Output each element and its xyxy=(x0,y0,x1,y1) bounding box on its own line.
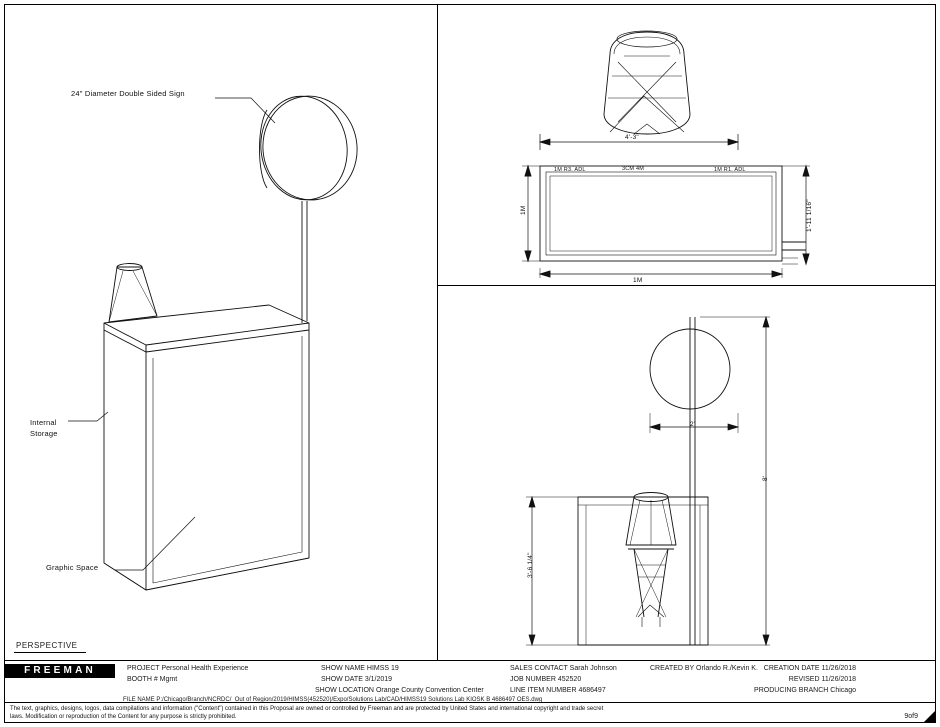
titleblock-project-column xyxy=(127,663,248,685)
job-number-label: JOB NUMBER xyxy=(510,676,556,683)
elevation-sign-width-dimension: 2' xyxy=(690,421,696,428)
plan-top-width-dimension: 4'-3" xyxy=(625,134,639,141)
plan-view-drawing xyxy=(438,6,935,284)
revised-value: 11/26/2018 xyxy=(821,676,856,683)
producing-branch-label: PRODUCING BRANCH xyxy=(754,687,829,694)
line-item-value: 4686497 xyxy=(578,687,606,694)
titleblock xyxy=(5,661,935,702)
view-title: PERSPECTIVE xyxy=(16,641,78,650)
project-label: PROJECT xyxy=(127,665,160,672)
plan-note-right: 1M R1. ADL xyxy=(714,167,746,173)
show-name-label: SHOW NAME xyxy=(321,665,365,672)
freeman-logo: FREEMAN xyxy=(5,664,115,678)
elevation-drawing xyxy=(438,287,935,659)
graphic-space-label: Graphic Space xyxy=(46,563,99,572)
show-name-value: HIMSS 19 xyxy=(366,665,399,672)
created-by-label: CREATED BY xyxy=(650,665,695,672)
legal-line-2: laws. Modification or reproduction of the Content for any purpose is strictly prohibited. xyxy=(10,714,237,721)
job-number-value: 452520 xyxy=(557,676,582,683)
created-by-value: Orlando R./Kevin K. xyxy=(696,665,758,672)
line-item-label: LINE ITEM NUMBER xyxy=(510,687,577,694)
file-name-label: FILE NAME xyxy=(123,697,155,703)
booth-value: # Mgmt xyxy=(153,676,178,683)
revised-label: REVISED xyxy=(788,676,820,683)
legal-line-1: The text, graphics, designs, logos, data compilations and information ("Content") contained in this Proposal are owned or controlled by Freeman and are protected by United States and international copyright and trade secret xyxy=(10,706,604,712)
titleblock-created-column xyxy=(650,663,856,696)
right-horizontal-divider xyxy=(437,285,935,286)
show-date-value: 3/1/2019 xyxy=(364,676,393,683)
sales-contact-label: SALES CONTACT xyxy=(510,665,568,672)
show-location-value: Orange County Convention Center xyxy=(375,687,484,694)
plan-depth-dimension: 1M xyxy=(520,205,527,215)
view-title-underline xyxy=(14,652,86,653)
booth-label: BOOTH xyxy=(127,676,152,683)
creation-date-value: 11/26/2018 xyxy=(821,665,856,672)
producing-branch-value: Chicago xyxy=(830,687,856,694)
titleblock-sales-column xyxy=(510,663,617,696)
plan-note-center: 3CM 4M xyxy=(622,166,644,172)
elevation-total-height-dimension: 8' xyxy=(762,475,769,481)
creation-date-label: CREATION DATE xyxy=(763,665,820,672)
plan-right-height-dimension: 1'-11 1/16" xyxy=(806,199,813,232)
file-name-value: P:/Chicago/Branch/NCRDC/_Out of Region/2019/HIMSS(452520)/Expo/Solutions Lab/CAD/HIMSS19 Solutions Lab KIOSK B 4686497 OES.dwg xyxy=(156,697,543,703)
perspective-drawing xyxy=(5,5,437,660)
show-location-label: SHOW LOCATION xyxy=(315,687,374,694)
sign-callout-label: 24" Diameter Double Sided Sign xyxy=(71,89,185,98)
project-value: Personal Health Experience xyxy=(161,665,249,672)
internal-storage-label-line2: Storage xyxy=(30,429,58,438)
legal-notice xyxy=(10,705,890,722)
corner-marker xyxy=(923,710,936,723)
plan-width-dimension: 1M xyxy=(633,277,643,284)
show-date-label: SHOW DATE xyxy=(321,676,363,683)
sales-contact-value: Sarah Johnson xyxy=(569,665,617,672)
titleblock-show-column xyxy=(315,663,484,696)
elevation-counter-height-dimension: 3'-6 1/4" xyxy=(527,552,534,578)
page-number: 9of9 xyxy=(904,713,918,720)
internal-storage-label-line1: Internal xyxy=(30,418,57,427)
plan-note-left: 1M R3. ADL xyxy=(554,167,586,173)
